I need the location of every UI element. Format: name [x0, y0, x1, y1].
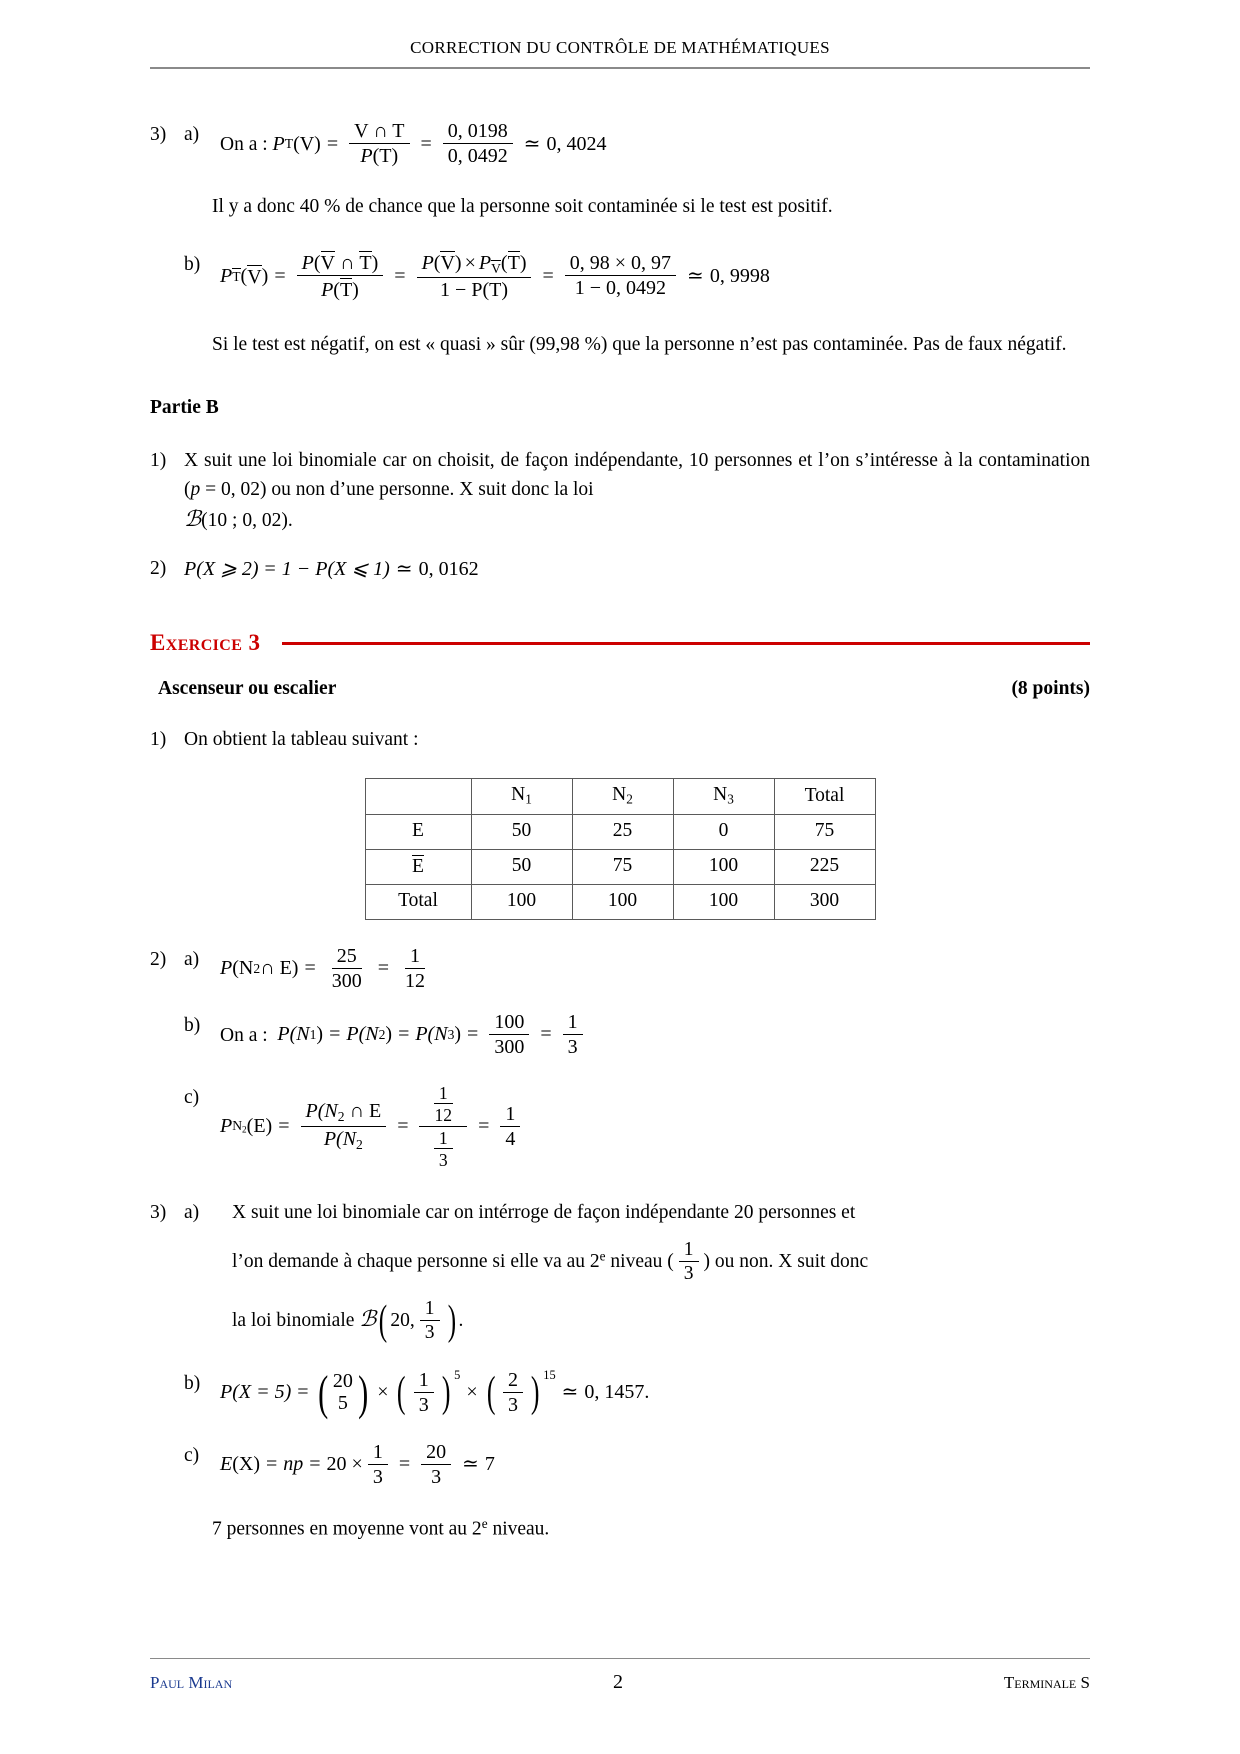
formula-pbq2-result: 0, 0162 — [418, 558, 479, 581]
formula-ex3-2c-subsub: 2 — [242, 1124, 247, 1135]
formula-ex3-3c-result: 7 — [484, 1453, 495, 1476]
question-3a-marker: a) — [184, 124, 200, 145]
exercise-3-subtitle-row — [150, 678, 1090, 700]
ex3-q3b-content — [220, 1364, 1090, 1420]
ex3-q3a-line2 — [232, 1240, 1090, 1285]
formula-ex3-2c-eq2: = — [397, 1115, 409, 1138]
page-title: CORRECTION DU CONTRÔLE DE MATHÉMATIQUES — [410, 38, 830, 57]
ex3-q3a-law-parens — [376, 1299, 458, 1344]
page-body — [150, 69, 1090, 1543]
paren-left: ( — [486, 1368, 496, 1416]
formula-ex3-3c-frac2 — [421, 1442, 451, 1488]
table-cell: 0 — [673, 814, 774, 849]
formula-ex3-2b-frac2-den: 3 — [567, 1035, 578, 1058]
formula-ex3-3c — [220, 1442, 495, 1488]
exercise-3-label: Exercice 3 — [150, 630, 261, 656]
partie-b-q1-p-var: p — [190, 478, 201, 500]
ex3-q3a-line2-after: ) ou non. X suit donc — [703, 1250, 869, 1272]
ex3-q3-marker: 3) — [150, 1202, 167, 1224]
ex3-q3a-line1: X suit une loi binomiale car on intérroge de façon indépendante 20 personnes et — [232, 1202, 856, 1224]
formula-ex3-2a-eq2: = — [377, 957, 390, 980]
formula-3a-frac1 — [349, 121, 409, 167]
formula-ex3-3b-exp2: 15 — [543, 1368, 556, 1383]
formula-ex3-3b-lhs: P(X = 5) — [220, 1381, 292, 1404]
table-header-n3-base: N — [713, 783, 728, 805]
ex3-q3a-law-frac — [420, 1299, 440, 1344]
formula-ex3-2c-frac3 — [500, 1104, 520, 1150]
ex3-q2a-content — [220, 946, 1090, 992]
formula-3b-frac2 — [417, 251, 532, 301]
formula-3a-eq2: = — [420, 132, 432, 155]
formula-3b-eq2: = — [394, 265, 406, 288]
ex3-q2-marker: 2) — [150, 948, 167, 970]
formula-3a-frac2 — [443, 121, 513, 167]
exercise-3-header — [150, 630, 1090, 656]
formula-3b-frac1-num — [297, 251, 384, 276]
formula-ex3-3c-frac1-den: 3 — [372, 1465, 383, 1488]
formula-ex3-2c-frac1-den-head: P(N — [323, 1127, 357, 1150]
formula-ex3-3c-frac1-num: 1 — [368, 1442, 388, 1465]
formula-ex3-2c-frac1-num-tail: ∩ E — [344, 1100, 382, 1123]
formula-ex3-3b-paren2 — [484, 1370, 543, 1416]
formula-3b-result: 0, 9998 — [709, 265, 770, 288]
table-cell: 225 — [774, 849, 875, 884]
formula-ex3-2a: P ( N 2 ∩ E) = $\frac{25}{300}$ = $\frac{1}{12}$ — [220, 946, 435, 992]
table-cell: 50 — [471, 849, 572, 884]
formula-ex3-2b-eq3: = — [467, 1023, 479, 1046]
table-cell: 100 — [471, 884, 572, 919]
formula-3b-frac3-den: 1 − 0, 0492 — [574, 277, 667, 300]
formula-3a-eq1: = — [326, 132, 339, 155]
formula-ex3-3c-eq2: = — [309, 1453, 321, 1476]
table-header-n1-base: N — [511, 783, 526, 805]
ex3-q2b-marker: b) — [184, 1014, 201, 1036]
exercise-3-question-1 — [150, 726, 1090, 754]
ex3-q3a-line2-frac — [679, 1240, 699, 1285]
footer-class: Terminale S — [1003, 1673, 1090, 1692]
formula-ex3-2c-inner-num-top: 1 — [434, 1084, 453, 1104]
paren-right: ) — [441, 1368, 451, 1416]
formula-ex3-2a-N: N — [238, 957, 254, 980]
table-corner-cell — [365, 778, 471, 814]
formula-ex3-2b-p1: P(N — [277, 1023, 310, 1046]
table-header-n2-sub: 2 — [626, 791, 633, 807]
formula-ex3-3c-np: np — [283, 1453, 304, 1476]
formula-3b-frac1-den-close: ) — [352, 279, 359, 302]
formula-3b-frac1-num-cap: ∩ — [334, 252, 360, 275]
page-header — [150, 0, 1090, 69]
stats-table — [365, 778, 876, 920]
formula-ex3-3b-frac2-num: 2 — [503, 1370, 523, 1393]
ex3-q3a-content — [232, 1199, 1090, 1343]
formula-ex3-2a-frac1-num: 25 — [332, 946, 362, 969]
footer-author: Paul Milan — [150, 1673, 233, 1692]
table-row — [365, 814, 875, 849]
formula-ex3-3b-frac1-den: 3 — [418, 1393, 429, 1416]
formula-ex3-2c-frac1-den-sub: 2 — [356, 1136, 363, 1152]
formula-ex3-2c-inner-num — [429, 1084, 457, 1125]
ex3-q2a-marker: a) — [184, 948, 200, 970]
formula-ex3-3b-pow1 — [394, 1370, 460, 1416]
formula-ex3-2a-frac2-num: 1 — [405, 946, 425, 969]
formula-ex3-2c-frac3-den: 4 — [505, 1127, 516, 1150]
ex3-q3a-law-symbol: ℬ — [359, 1306, 377, 1331]
paren-left: ( — [397, 1368, 406, 1416]
exercise-3-question-3a — [150, 1199, 1090, 1343]
formula-3b-frac2-num-bar1: V — [440, 252, 455, 275]
formula-ex3-2b-frac1-num: 100 — [489, 1012, 529, 1035]
formula-ex3-2c-frac2 — [419, 1084, 467, 1170]
page-footer — [150, 1658, 1090, 1694]
table-cell: 100 — [572, 884, 673, 919]
formula-3b-frac3 — [565, 253, 676, 299]
formula-pbq2-approx: ≃ — [395, 558, 413, 581]
partie-b-question-2 — [150, 555, 1090, 584]
table-header-row — [365, 778, 875, 814]
ex3-q3b-marker: b) — [184, 1372, 201, 1394]
formula-3b-frac2-num-sub: V — [491, 261, 501, 277]
formula-pbq2-eq1: = — [264, 558, 276, 581]
formula-3b-P: P — [220, 265, 233, 288]
formula-ex3-3b-times1: × — [377, 1381, 389, 1404]
formula-3b-frac3-num: 0, 98 × 0, 97 — [565, 253, 676, 276]
question-3a-content — [220, 121, 1090, 167]
formula-3b-frac1 — [297, 251, 384, 301]
formula-ex3-2b-frac2-num: 1 — [563, 1012, 583, 1035]
formula-3a-frac2-den: 0, 0492 — [447, 145, 508, 167]
formula-ex3-2c-P: P — [220, 1115, 233, 1138]
formula-ex3-2b-eq1: = — [329, 1023, 341, 1046]
formula-ex3-3c-E: E — [220, 1453, 233, 1476]
formula-ex3-2a-frac1-den: 300 — [331, 969, 362, 992]
formula-ex3-3b-paren1 — [394, 1370, 453, 1416]
formula-ex3-3c-val: 20 × — [326, 1453, 363, 1476]
formula-ex3-2c-eq1: = — [278, 1115, 290, 1138]
binomial-coefficient — [315, 1364, 372, 1420]
table-header-n1-sub: 1 — [525, 791, 532, 807]
formula-ex3-3c-eq1: = — [265, 1453, 278, 1476]
formula-ex3-2b — [277, 1012, 587, 1058]
formula-ex3-3b-result: 0, 1457. — [584, 1381, 650, 1404]
formula-ex3-3b-frac1-num: 1 — [414, 1370, 434, 1393]
ex3-q1-marker: 1) — [150, 729, 167, 751]
table-header-n2-base: N — [612, 783, 627, 805]
formula-ex3-3b — [220, 1364, 650, 1420]
table-header-n2 — [572, 778, 673, 814]
formula-ex3-3b-eq1: = — [297, 1381, 309, 1404]
stats-table-wrapper — [150, 778, 1090, 920]
formula-pbq2-lhs: P(X ⩾ 2) — [184, 558, 259, 581]
formula-3b-eq1: = — [274, 265, 286, 288]
formula-3b-frac1-den-open: ( — [333, 279, 340, 302]
formula-3b-frac2-num-bar2: T — [507, 252, 520, 275]
formula-ex3-2b-p2-close: ) — [385, 1023, 393, 1046]
table-row — [365, 884, 875, 919]
footer-row — [150, 1671, 1090, 1694]
ex3-q1-text: On obtient la tableau suivant : — [184, 729, 419, 751]
question-3b-content — [220, 251, 1090, 301]
exercise-3-points: (8 points) — [1011, 678, 1090, 700]
formula-ex3-3c-frac2-num: 20 — [421, 1442, 451, 1465]
partie-b-q1-law-args: (10 ; 0, 02). — [201, 509, 293, 531]
partie-b-q1-marker: 1) — [150, 450, 167, 472]
formula-ex3-2b-frac1 — [489, 1012, 529, 1058]
formula-3b-frac1-num-bar1: V — [320, 252, 335, 275]
exercise-3-subtitle: Ascenseur ou escalier — [158, 678, 337, 700]
table-cell: 300 — [774, 884, 875, 919]
table-header-n3-sub: 3 — [727, 791, 734, 807]
formula-ex3-2b-p1-close: ) — [316, 1023, 324, 1046]
table-cell: 100 — [673, 884, 774, 919]
formula-ex3-2a-frac1 — [327, 946, 367, 992]
formula-3b-frac1-den-P: P — [321, 279, 334, 302]
exercise-3-question-3b — [150, 1364, 1090, 1420]
ex3-q3a-line2-before: l’on demande à chaque personne si elle va au 2 — [232, 1250, 600, 1272]
table-cell: 100 — [673, 849, 774, 884]
table-header-n3 — [673, 778, 774, 814]
question-3b-explanation: Si le test est négatif, on est « quasi » sûr (99,98 %) que la personne n’est pas contaminée. Pas de faux négatif. — [212, 334, 1067, 356]
formula-ex3-2c-inner-den-bot: 3 — [438, 1149, 448, 1170]
formula-ex3-3c-frac1 — [368, 1442, 388, 1488]
formula-3b-frac1-num-P: P — [301, 252, 314, 275]
table-row-label-e-bar — [365, 849, 471, 884]
formula-3b-frac2-den: 1 − P(T) — [440, 279, 508, 302]
exercise-3-question-3c — [150, 1442, 1090, 1488]
exercise-3-question-2c — [150, 1084, 1090, 1170]
ex3-q3a-line3-after: . — [458, 1309, 464, 1331]
exercise-3-rule — [282, 642, 1090, 645]
partie-b-q2-marker: 2) — [150, 558, 167, 580]
formula-3b-frac1-num-open: ( — [313, 252, 321, 275]
formula-ex3-2c-frac1-den — [319, 1127, 368, 1152]
formula-ex3-3c-arg: (X) — [232, 1453, 260, 1476]
question-3b-marker: b) — [184, 254, 201, 276]
formula-ex3-2a-eq1: = — [304, 957, 316, 980]
formula-3a-P: P — [272, 132, 285, 155]
paren-right: ) — [530, 1368, 540, 1416]
ex3-q3a-line2-frac-num: 1 — [679, 1240, 699, 1262]
formula-3b-frac2-num-P2: P — [478, 252, 492, 275]
formula-ex3-2b-p2-sub: 2 — [378, 1026, 386, 1042]
formula-ex3-2c — [220, 1084, 525, 1170]
table-cell: 50 — [471, 814, 572, 849]
formula-3b-frac1-den — [316, 276, 364, 301]
formula-3b-eq3: = — [542, 265, 554, 288]
formula-ex3-2c-frac1-num — [301, 1101, 387, 1126]
table-row — [365, 849, 875, 884]
formula-3a-frac1-den-arg: (T) — [372, 145, 399, 167]
formula-ex3-2a-frac2 — [400, 946, 430, 992]
formula-ex3-3b-exp1: 5 — [454, 1368, 461, 1383]
formula-ex3-2c-frac2-num — [419, 1084, 467, 1127]
formula-ex3-2c-inner-den — [434, 1129, 453, 1170]
formula-ex3-2c-frac1-num-sub: 2 — [337, 1109, 345, 1125]
table-cell: 75 — [774, 814, 875, 849]
formula-3b-arg-bar: V — [247, 265, 262, 288]
formula-ex3-2b-frac1-den: 300 — [494, 1035, 525, 1058]
formula-pbq2-mid: 1 − P(X ⩽ 1) — [281, 558, 390, 581]
formula-3a-frac1-num: V ∩ T — [349, 121, 409, 144]
formula-ex3-2c-N: N — [232, 1118, 243, 1134]
formula-3a-result: 0, 4024 — [546, 132, 607, 155]
table-row-label-total: Total — [365, 884, 471, 919]
formula-ex3-2c-frac1 — [301, 1101, 387, 1151]
formula-ex3-2c-frac3-num: 1 — [500, 1104, 520, 1127]
formula-ex3-3c-frac2-den: 3 — [431, 1465, 442, 1488]
ex3-q3a-marker: a) — [184, 1202, 200, 1224]
ex3-q3a-line2-frac-den: 3 — [683, 1263, 694, 1285]
formula-ex3-3b-frac2-den: 3 — [507, 1393, 518, 1416]
table-cell: 25 — [572, 814, 673, 849]
partie-b-q2-content — [184, 555, 1090, 584]
ex3-q2b-lead: On a : — [220, 1024, 268, 1046]
formula-ex3-3b-approx: ≃ — [561, 1381, 579, 1404]
binomial-k: 5 — [337, 1391, 348, 1414]
formula-ex3-3b-pow2 — [484, 1370, 556, 1416]
paren-left: ( — [317, 1364, 328, 1420]
formula-3b-frac2-num: $P(V) \times P_V(T)$ — [417, 251, 532, 278]
ex3-q3a-law-frac-den: 3 — [424, 1322, 435, 1344]
formula-ex3-2c-eq3: = — [478, 1115, 490, 1138]
table-cell: 75 — [572, 849, 673, 884]
formula-ex3-2b-eq2: = — [398, 1023, 410, 1046]
paren-right: ) — [447, 1297, 456, 1344]
formula-3a-frac2-num: 0, 0198 — [443, 121, 513, 144]
partie-b-title: Partie B — [150, 396, 219, 418]
formula-3b-frac1-den-bar: T — [339, 279, 353, 302]
footer-divider — [150, 1658, 1090, 1659]
formula-ex3-2c-frac2-den — [424, 1127, 463, 1170]
formula-3a-approx: ≃ — [523, 132, 541, 155]
formula-3b-paren-open: ( — [240, 265, 248, 288]
ex3-q3a-law-frac-num: 1 — [420, 1299, 440, 1321]
formula-3a-arg: (V) — [293, 132, 321, 155]
formula-3b-approx: ≃ — [687, 265, 704, 288]
formula-ex3-2a-sub: 2 — [253, 960, 261, 976]
formula-3b-frac1-num-close: ) — [371, 252, 379, 275]
formula-ex3-2b-frac2 — [563, 1012, 583, 1058]
exercise-3-question-2b — [150, 1012, 1090, 1058]
formula-ex3-2b-p3-sub: 3 — [447, 1026, 455, 1042]
formula-ex3-2b-eq4: = — [540, 1023, 552, 1046]
ex3-q3-conclusion-after: niveau. — [487, 1518, 550, 1540]
formula-ex3-2c-frac1-num-head: P(N — [305, 1100, 338, 1123]
ex3-q3a-line2-sup: e — [599, 1248, 606, 1264]
binomial-n: 20 — [332, 1370, 353, 1393]
formula-partie-b-q2 — [184, 555, 479, 583]
formula-ex3-3b-times2: × — [466, 1381, 478, 1404]
formula-3b-paren-close: ) — [261, 265, 269, 288]
formula-3a — [273, 121, 607, 167]
formula-ex3-2a-P: P — [220, 957, 233, 980]
formula-3b — [220, 251, 770, 301]
ex3-q2c-marker: c) — [184, 1086, 200, 1108]
formula-3a-sub: T — [284, 136, 294, 152]
question-3a-explanation: Il y a donc 40 % de chance que la personne soit contaminée si le test est positif. — [212, 196, 833, 217]
binomial-stack — [331, 1371, 355, 1413]
paren-right: ) — [357, 1364, 369, 1420]
partie-b-q1-content — [184, 447, 1090, 535]
formula-ex3-3c-eq3: = — [398, 1453, 411, 1476]
ex3-q3a-line2-mid: niveau ( — [605, 1250, 674, 1272]
ex3-q3-conclusion-sup: e — [481, 1515, 488, 1531]
partie-b-q1-text-before: X suit une loi binomiale car on choisit, de façon indépendante, 10 personnes et l’on s’intéresse à la contamination ( — [184, 450, 1090, 500]
paren-left: ( — [379, 1297, 388, 1344]
table-row-label-e: E — [365, 814, 471, 849]
formula-ex3-2b-p3: P(N — [415, 1023, 448, 1046]
formula-ex3-2c-rest: (E) — [246, 1115, 273, 1138]
ex3-q2c-content — [220, 1084, 1090, 1170]
ex3-q3c-content — [220, 1442, 1090, 1488]
formula-3b-frac1-num-bar2: T — [359, 252, 372, 275]
ex3-q2b-content — [220, 1012, 1090, 1058]
ex3-q3-conclusion — [212, 1514, 1090, 1544]
table-header-n1 — [471, 778, 572, 814]
table-row-label-e-bar-text: E — [412, 855, 424, 877]
ex3-q3-conclusion-before: 7 personnes en moyenne vont au 2 — [212, 1518, 482, 1540]
question-3a-lead: On a : — [220, 133, 268, 155]
question-3b — [150, 251, 1090, 301]
partie-b-q1-text-after: ) ou non d’une personne. X suit donc la loi — [260, 478, 594, 500]
formula-ex3-2b-p1-sub: 1 — [309, 1026, 317, 1042]
table-header-total: Total — [774, 778, 875, 814]
formula-ex3-2c-inner-num-bot: 12 — [434, 1105, 453, 1126]
page-number: 2 — [613, 1671, 624, 1693]
formula-3b-frac2-num-P1: P — [421, 252, 434, 275]
formula-3a-frac1-den-P: P — [360, 145, 373, 167]
formula-ex3-2b-p3-close: ) — [454, 1023, 462, 1046]
formula-ex3-3c-approx: ≃ — [462, 1453, 479, 1476]
formula-ex3-3b-frac1 — [414, 1370, 434, 1416]
ex3-q3a-line3 — [232, 1299, 1090, 1344]
ex3-q3a-line3-before: la loi binomiale — [232, 1309, 360, 1331]
question-3-marker: 3) — [150, 124, 167, 145]
formula-3a-frac1-den — [355, 144, 403, 167]
partie-b-q1-p-eq: = 0, 02 — [200, 478, 260, 500]
ex3-q3c-marker: c) — [184, 1444, 200, 1466]
question-3a — [150, 121, 1090, 167]
formula-ex3-2b-p2: P(N — [346, 1023, 379, 1046]
exercise-3-question-2a — [150, 946, 1090, 992]
formula-ex3-3b-frac2 — [503, 1370, 523, 1416]
formula-3b-sub-bar: T — [232, 268, 241, 284]
formula-3b-frac2-num-times: × — [464, 252, 476, 275]
formula-ex3-2c-inner-den-top: 1 — [434, 1129, 453, 1149]
partie-b-question-1 — [150, 447, 1090, 535]
formula-ex3-2a-frac2-den: 12 — [405, 969, 426, 992]
formula-ex3-2a-rest: ∩ E) — [260, 957, 299, 980]
partie-b-q1-law-symbol: ℬ — [184, 506, 202, 531]
ex3-q3a-law-arg1: 20, — [390, 1309, 415, 1331]
